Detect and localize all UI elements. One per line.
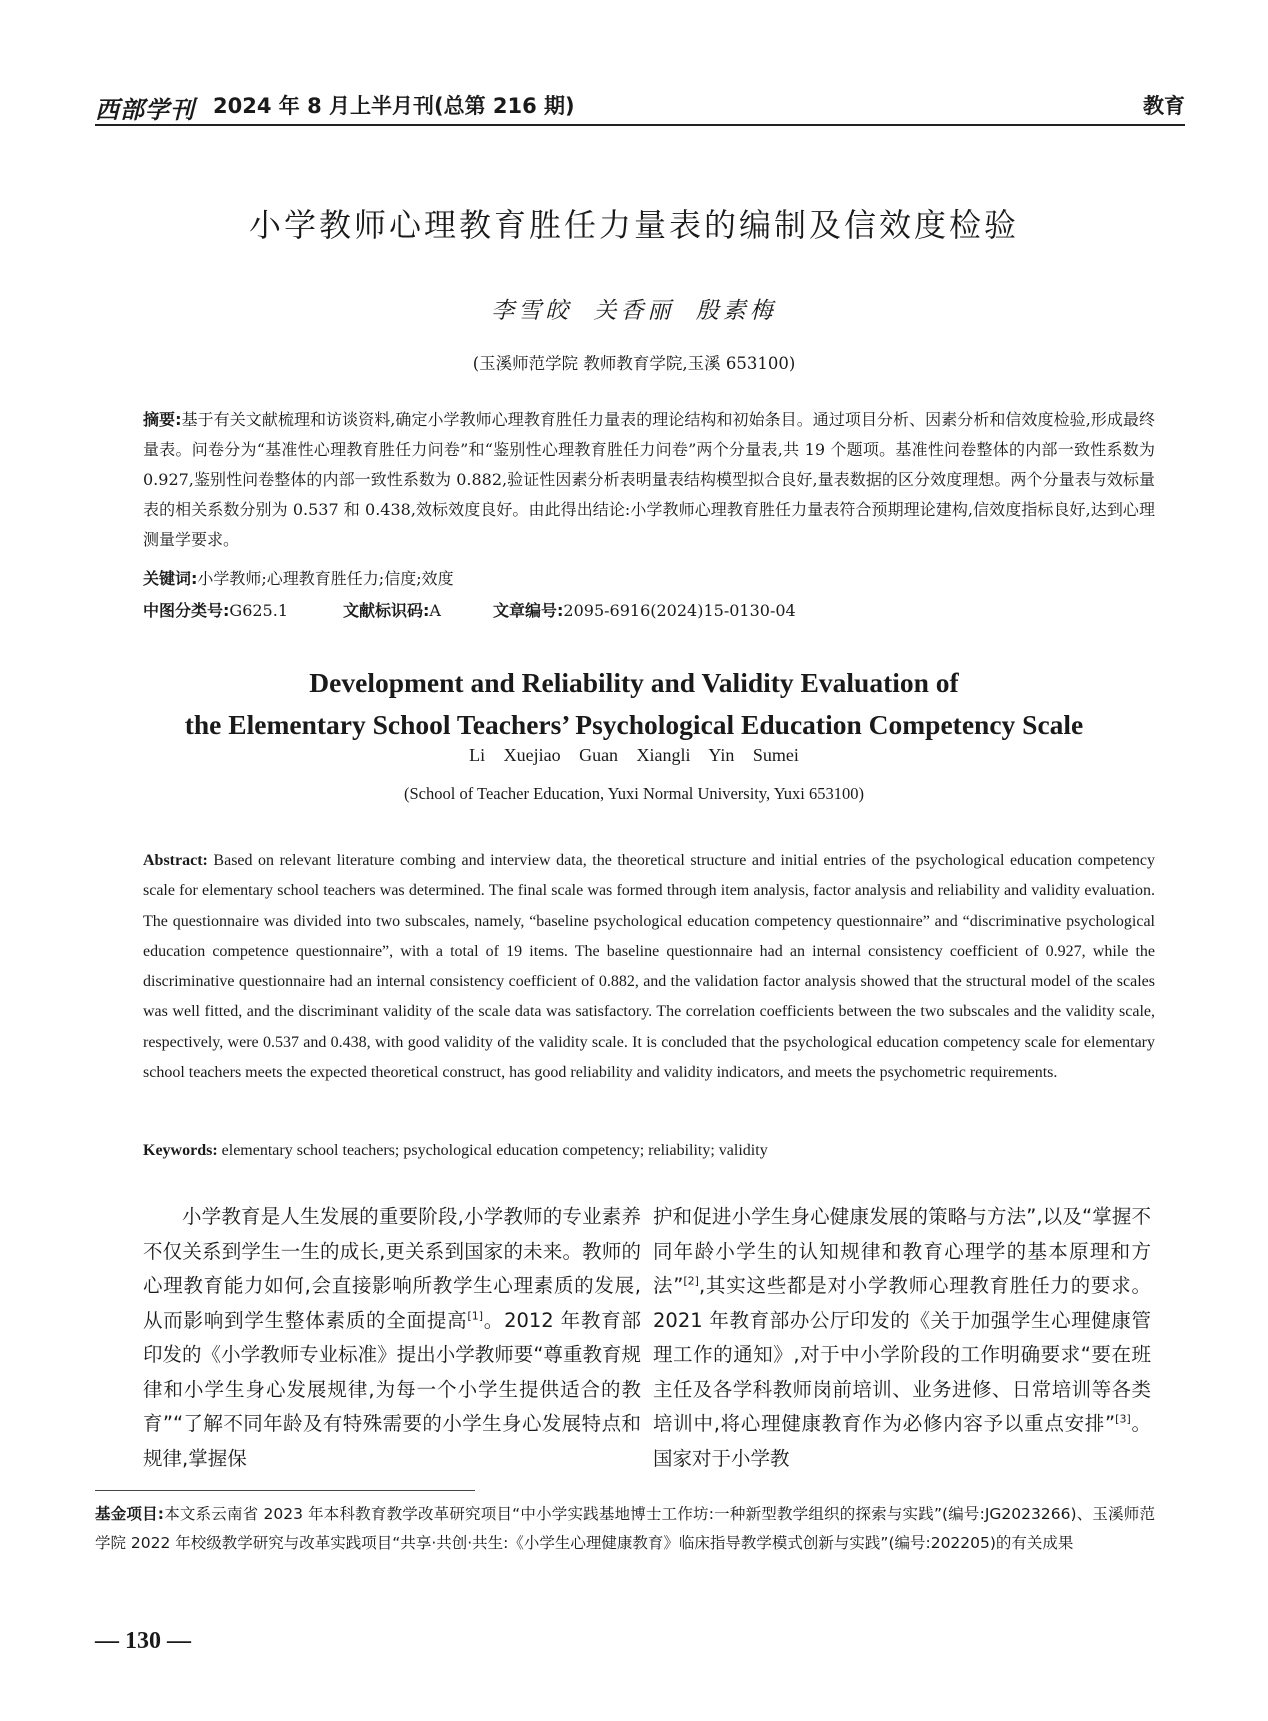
article-number	[493, 596, 796, 626]
en-abstract-text: Based on relevant literature combing and interview data, the theoretical structure and initial entries of the psychological education competency scale for elementary school teachers was determined. The final scale was formed through item analysis, factor analysis and reliability and validity evaluation. The questionnaire was divided into two subscales, namely, “baseline psychological education competency questionnaire” and “discriminative psychological education competence questionnaire”, with a total of 19 items. The baseline questionnaire had an internal consistency coefficient of 0.927, while the discriminative questionnaire had an internal consistency coefficient of 0.882, and the validation factor analysis showed that the structural model of the scales was well fitted, and the discriminant validity of the scale data was satisfactory. The correlation coefficients between the two subscales and the validity scale, respectively, were 0.537 and 0.438, with good validity of the validity scale. It is concluded that the psychological education competency scale for elementary school teachers meets the expected theoretical construct, has good reliability and validity indicators, and meets the psychometric requirements.	[143, 852, 1156, 1082]
clc-label: 中图分类号:	[143, 601, 230, 620]
body-text: 小学教育是人生发展的重要阶段,小学教师的专业素养不仅关系到学生一生的成长,更关系到国家的未来。教师的心理教育能力如何,会直接影响所教学生心理素质的发展,从而影响到学生整体素质的全面提高	[143, 1205, 641, 1332]
clc-value: G625.1	[229, 601, 288, 620]
page-number: — 130 —	[95, 1628, 191, 1654]
en-keywords-label: Keywords:	[143, 1142, 218, 1159]
cn-authors: 李雪皎 关香丽 殷素梅	[491, 298, 777, 324]
journal-name: 西部学刊	[95, 95, 195, 124]
cn-title: 小学教师心理教育胜任力量表的编制及信效度检验	[248, 206, 1019, 244]
citation-ref[interactable]: [1]	[467, 1309, 484, 1322]
cn-abstract-label: 摘要:	[143, 410, 182, 429]
en-title-line2: the Elementary School Teachers’ Psychological Education Competency Scale	[184, 709, 1084, 740]
en-authors: Li Xuejiao Guan Xiangli Yin Sumei	[469, 745, 799, 765]
cn-classification	[143, 596, 1155, 626]
cn-abstract-text: 基于有关文献梳理和访谈资料,确定小学教师心理教育胜任力量表的理论结构和初始条目。通过项目分析、因素分析和信效度检验,形成最终量表。问卷分为“基准性心理教育胜任力问卷”和“鉴别性心理教育胜任力问卷”两个分量表,共 19 个题项。基准性问卷整体的内部一致性系数为 0.927,鉴别性问卷整体的内部一致性系数为 0.882,验证性因素分析表明量表结构模型拟合良好,量表数据的区分效度理想。两个分量表与效标量表的相关系数分别为 0.537 和 0.438,效标效度良好。由此得出结论:小学教师心理教育胜任力量表符合预期理论建构,信效度指标良好,达到心理测量学要求。	[143, 410, 1155, 549]
clc-number	[143, 596, 288, 626]
issue-info: 2024 年 8 月上半月刊(总第 216 期)	[213, 94, 575, 118]
cn-abstract	[143, 405, 1155, 555]
section-name: 教育	[1143, 94, 1185, 118]
en-title	[0, 662, 1268, 746]
funding-note	[95, 1500, 1155, 1558]
en-abstract-label: Abstract:	[143, 852, 208, 869]
cn-keywords-label: 关键词:	[143, 569, 198, 588]
en-abstract	[143, 846, 1155, 1088]
cn-affiliation: (玉溪师范学院 教师教育学院,玉溪 653100)	[472, 354, 796, 373]
body-paragraph	[653, 1200, 1151, 1476]
doc-code	[343, 596, 441, 626]
citation-ref[interactable]: [2]	[683, 1274, 699, 1288]
footnote-rule	[95, 1490, 475, 1491]
body-text: 。2012 年教育部印发的《小学教师专业标准》提出小学教师要“尊重教育规律和小学生身心发展规律,为每一个小学生提供适合的教育”“了解不同年龄及有特殊需要的小学生身心发展特点和规律,掌握保	[143, 1308, 641, 1470]
body-text: ,其实这些都是对小学教师心理教育胜任力的要求。2021 年教育部办公厅印发的《关于加强学生心理健康管理工作的通知》,对于中小学阶段的工作明确要求“要在班主任及各学科教师岗前培训、业务进修、日常培训等各类培训中,将心理健康教育作为必修内容予以重点安排”	[653, 1274, 1151, 1435]
header-rule	[95, 124, 1185, 126]
funding-label: 基金项目:	[95, 1505, 164, 1523]
doc-code-value: A	[429, 601, 441, 620]
article-number-value: 2095-6916(2024)15-0130-04	[563, 601, 796, 620]
funding-text: 本文系云南省 2023 年本科教育教学改革研究项目“中小学实践基地博士工作坊:一种新型教学组织的探索与实践”(编号:JG2023266)、玉溪师范学院 2022 年校级教学研究与改革实践项目“共享·共创·共生:《小学生心理健康教育》临床指导教学模式创新与实践”(编号:202205)的有关成果	[95, 1505, 1155, 1552]
body-column-left	[143, 1200, 641, 1476]
running-header	[95, 88, 1185, 128]
citation-ref[interactable]: [3]	[1115, 1412, 1131, 1426]
body-paragraph	[143, 1200, 641, 1476]
cn-keywords-text: 小学教师;心理教育胜任力;信度;效度	[197, 569, 454, 588]
en-affiliation: (School of Teacher Education, Yuxi Normal University, Yuxi 653100)	[404, 784, 864, 803]
cn-keywords	[143, 564, 1155, 594]
body-text: 。国家对于小学教	[653, 1412, 1151, 1470]
article-number-label: 文章编号:	[493, 601, 564, 620]
en-keywords-text: elementary school teachers; psychological education competency; reliability; validity	[221, 1142, 768, 1159]
en-title-line1: Development and Reliability and Validity Evaluation of	[309, 667, 959, 698]
body-column-right	[653, 1200, 1151, 1476]
body-text: 护和促进小学生身心健康发展的策略与方法”,以及“掌握不同年龄小学生的认知规律和教育心理学的基本原理和方法”	[653, 1205, 1151, 1297]
doc-code-label: 文献标识码:	[343, 601, 430, 620]
en-keywords	[143, 1136, 1155, 1166]
